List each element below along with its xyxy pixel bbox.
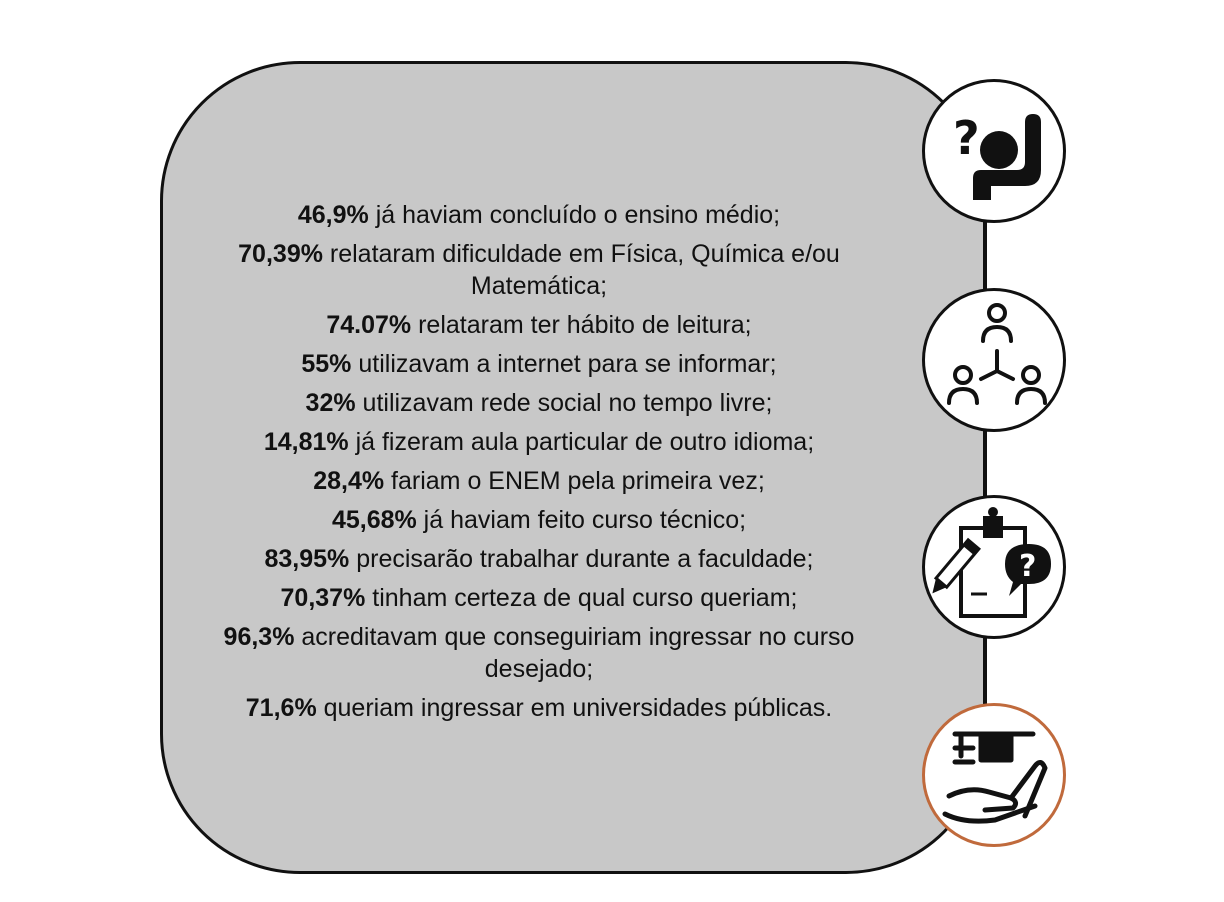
hand-graduation-cap-icon (922, 703, 1066, 847)
stat-item (200, 621, 878, 685)
stat-value: 70,37% (280, 584, 366, 612)
stat-item (200, 426, 878, 458)
stat-text: utilizavam a internet para se informar; (351, 350, 777, 378)
stat-value: 45,68% (331, 506, 417, 534)
stat-text: já haviam concluído o ensino médio; (368, 201, 781, 229)
stat-value: 71,6% (245, 694, 317, 722)
stat-item (200, 465, 878, 497)
stat-item (200, 199, 878, 231)
stat-item (200, 238, 878, 302)
stat-text: já fizeram aula particular de outro idioma; (348, 428, 815, 456)
stat-text: precisarão trabalhar durante a faculdade; (349, 545, 814, 573)
stat-text: utilizavam rede social no tempo livre; (355, 389, 773, 417)
stat-item (200, 309, 878, 341)
stat-value: 32% (305, 389, 356, 417)
svg-text:?: ? (953, 111, 980, 165)
stat-value: 70,39% (238, 240, 323, 268)
stat-item (200, 504, 878, 536)
stat-text: tinham certeza de qual curso queriam; (365, 584, 798, 612)
stat-value: 28,4% (313, 467, 385, 495)
stat-text: já haviam feito curso técnico; (416, 506, 747, 534)
stat-item (200, 387, 878, 419)
stat-value: 74.07% (326, 311, 412, 339)
statistics-list (200, 199, 878, 731)
people-network-icon (922, 288, 1066, 432)
stat-item (200, 348, 878, 380)
svg-text:?: ? (1019, 549, 1037, 584)
stat-value: 46,9% (297, 201, 369, 229)
stat-text: acreditavam que conseguiriam ingressar no curso desejado; (294, 623, 855, 683)
stat-value: 96,3% (223, 623, 295, 651)
stat-value: 83,95% (264, 545, 350, 573)
stat-item (200, 692, 878, 724)
stat-text: queriam ingressar em universidades públicas. (316, 694, 833, 722)
stat-item (200, 582, 878, 614)
student-question-icon (922, 79, 1066, 223)
stat-text: relataram ter hábito de leitura; (411, 311, 752, 339)
stat-value: 14,81% (263, 428, 349, 456)
stat-text: fariam o ENEM pela primeira vez; (384, 467, 765, 495)
stat-item (200, 543, 878, 575)
stat-value: 55% (301, 350, 352, 378)
stat-text: relataram dificuldade em Física, Química e/ou Matemática; (322, 240, 840, 300)
clipboard-question-icon (922, 495, 1066, 639)
